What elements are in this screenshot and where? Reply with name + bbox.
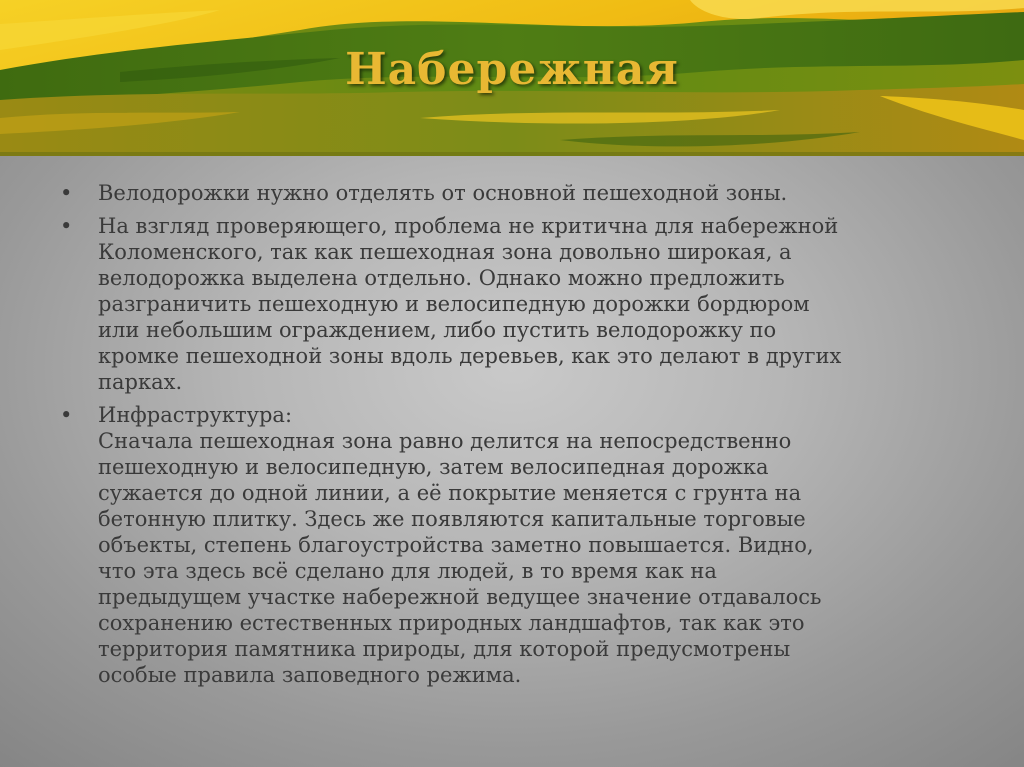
bullet-text-line: Велодорожки нужно отделять от основной пешеходной зоны. [98,181,788,205]
header-banner [0,0,1024,156]
bullet-text-line: Инфраструктура: [98,403,293,427]
bullet-text-line: бетонную плитку. Здесь же появляются капитальные торговые [98,507,806,531]
bullet-dot-icon: • [60,181,73,205]
bullet-text-line: территория памятника природы, для которой предусмотрены [98,637,791,661]
bullet-list [60,180,960,688]
bullet-text-line: велодорожка выделена отдельно. Однако можно предложить [98,266,785,290]
bullet-text-line: сужается до одной линии, а её покрытие меняется с грунта на [98,481,802,505]
slide-body [60,180,960,695]
bullet-text-line: предыдущем участке набережной ведущее значение отдавалось [98,585,822,609]
bullet-item [60,213,960,395]
bullet-text-line: пешеходную и велосипедную, затем велосипедная дорожка [98,455,769,479]
bullet-text-line: На взгляд проверяющего, проблема не критична для набережной [98,214,839,238]
slide-title: Набережная [345,44,679,95]
bullet-text-line: или небольшим ограждением, либо пустить велодорожку по [98,318,777,342]
bullet-text-line: парках. [98,370,183,394]
bullet-dot-icon: • [60,403,73,427]
bullet-text-line: разграничить пешеходную и велосипедную дорожки бордюром [98,292,810,316]
bullet-text-line: что эта здесь всё сделано для людей, в то время как на [98,559,717,583]
bullet-text-line: сохранению естественных природных ландшафтов, так как это [98,611,805,635]
bullet-dot-icon: • [60,214,73,238]
bullet-text-line: объекты, степень благоустройства заметно повышается. Видно, [98,533,814,557]
bullet-item [60,402,960,688]
bullet-text-line: Сначала пешеходная зона равно делится на непосредственно [98,429,792,453]
bullet-item [60,180,960,206]
bullet-text-line: кромке пешеходной зоны вдоль деревьев, как это делают в других [98,344,842,368]
bullet-text-line: Коломенского, так как пешеходная зона довольно широкая, а [98,240,792,264]
bullet-text-line: особые правила заповедного режима. [98,663,522,687]
